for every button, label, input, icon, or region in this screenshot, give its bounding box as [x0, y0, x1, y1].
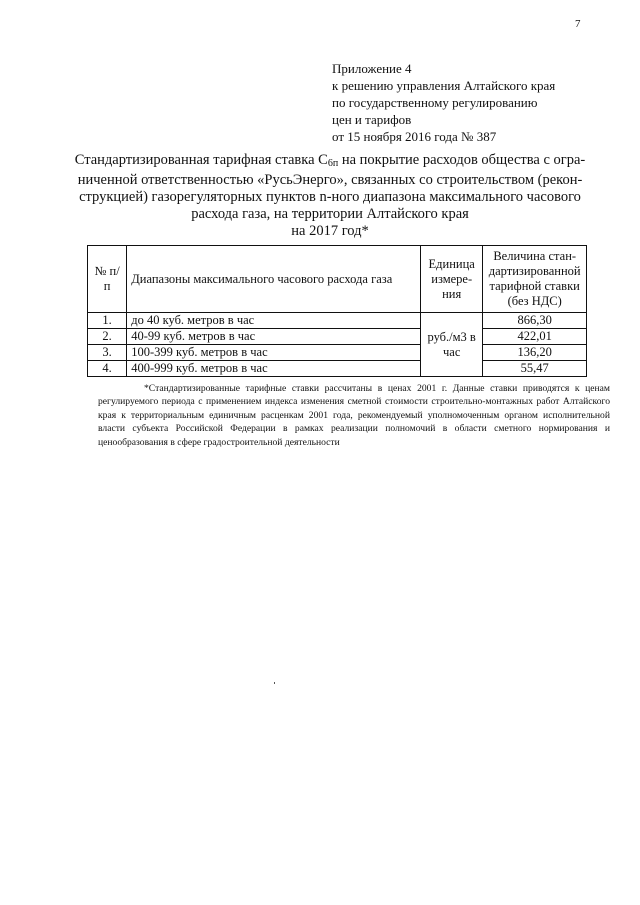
- title-line: струкцией) газорегуляторных пунктов n-ного диапазона максимального часового: [79, 189, 581, 205]
- table-row: [88, 313, 587, 329]
- table-row: [88, 361, 587, 377]
- row-range: 100-399 куб. метров в час: [127, 345, 421, 361]
- row-num: 1.: [88, 313, 127, 329]
- appendix-line: по государственному регулированию: [332, 95, 538, 110]
- row-range: 400-999 куб. метров в час: [127, 361, 421, 377]
- header-range: Диапазоны максимального часового расхода газа: [127, 246, 421, 313]
- appendix-line: к решению управления Алтайского края: [332, 78, 556, 93]
- row-num: 3.: [88, 345, 127, 361]
- row-range: 40-99 куб. метров в час: [127, 329, 421, 345]
- title-subscript: 6п: [327, 158, 339, 169]
- row-value: 422,01: [483, 329, 587, 345]
- title-text: на покрытие расходов общества с огра-: [338, 152, 586, 168]
- title-line: [70, 152, 590, 172]
- appendix-line: Приложение 4: [332, 61, 412, 76]
- appendix-line: от 15 ноября 2016 года № 387: [332, 129, 497, 144]
- title-line: ниченной ответственностью «РусьЭнерго», связанных со строительством (рекон-: [77, 172, 583, 188]
- tariff-table: [87, 245, 587, 377]
- table-row: [88, 345, 587, 361]
- title-line: расхода газа, на территории Алтайского края: [191, 206, 469, 222]
- row-value: 136,20: [483, 345, 587, 361]
- document-title: [70, 152, 590, 240]
- header-unit: Единица измере-ния: [421, 246, 483, 313]
- page-number: 7: [575, 18, 581, 30]
- header-value: Величина стан-дартизированной тарифной ставки (без НДС): [483, 246, 587, 313]
- title-text: Стандартизированная тарифная ставка C: [74, 152, 328, 168]
- footnote: *Стандартизированные тарифные ставки рассчитаны в ценах 2001 г. Данные ставки приводятся к ценам регулируемого периода с применением индекса изменения сметной стоимости строительно-монтажных работ Алтайского края к территориальным единичным расценкам 2001 года, рекомендуемый уполномоченным органом исполнительной власти субъекта Российской Федерации в рамках реализации полномочий в области сметного нормирования и ценообразования в сфере градостроительной деятельности: [98, 383, 610, 448]
- title-year: на 2017 год*: [291, 223, 369, 239]
- table-row: [88, 329, 587, 345]
- row-num: 4.: [88, 361, 127, 377]
- row-value: 55,47: [483, 361, 587, 377]
- row-range: до 40 куб. метров в час: [127, 313, 421, 329]
- header-num: № п/п: [88, 246, 127, 313]
- table-header-row: [88, 246, 587, 313]
- row-num: 2.: [88, 329, 127, 345]
- row-value: 866,30: [483, 313, 587, 329]
- scan-speck: [274, 682, 275, 684]
- appendix-line: цен и тарифов: [332, 112, 412, 127]
- unit-cell: руб./м3 в час: [421, 313, 483, 377]
- appendix-header: [332, 60, 622, 145]
